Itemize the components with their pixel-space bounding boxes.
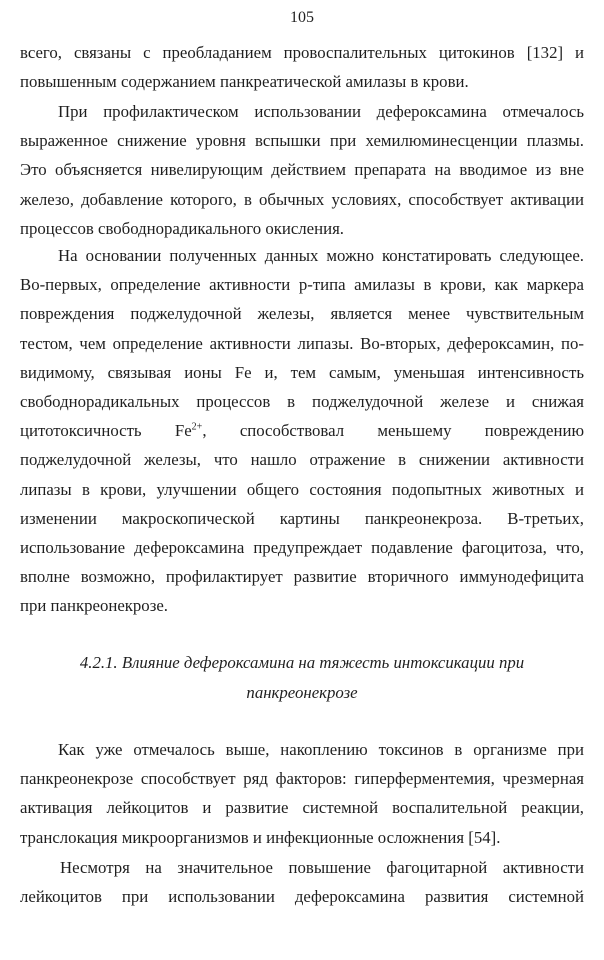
text-fragment: цитотоксичность Fe: [20, 421, 192, 441]
paragraph-conclusions: [20, 241, 584, 620]
text-line: Это объясняется нивелирующим действием препарата на вводимое из вне: [20, 160, 584, 180]
text-line: выраженное снижение уровня вспышки при хемилюминесценции плазмы.: [20, 131, 584, 151]
paragraph-continuation: [20, 38, 584, 96]
text-line: процессов свободнорадикального окисления.: [20, 218, 344, 238]
text-line: поджелудочной железы, что нашло отражение в снижении активности: [20, 450, 584, 470]
text-line: повышенным содержанием панкреатической амилазы в крови.: [20, 72, 469, 92]
text-line: видимому, связывая ионы Fe и, тем самым, уменьшая интенсивность: [20, 362, 584, 382]
text-line: При профилактическом использовании дефероксамина отмечалось: [58, 102, 584, 121]
text-line: транслокация микроорганизмов и инфекционные осложнения [54].: [20, 827, 501, 847]
text-line: На основании полученных данных можно констатировать следующее.: [58, 246, 584, 265]
text-line-with-superscript: [20, 416, 584, 445]
text-line: повреждения поджелудочной железы, является менее чувствительным: [20, 304, 584, 324]
text-line: тестом, чем определение активности липазы. Во-вторых, дефероксамин, по-: [20, 333, 584, 353]
section-heading-line: панкреонекрозе: [246, 683, 358, 702]
paragraph-phagocytic-activity: [20, 853, 584, 911]
section-heading-line: 4.2.1. Влияние дефероксамина на тяжесть интоксикации при: [79, 653, 525, 672]
text-line: вполне возможно, профилактирует развитие вторичного иммунодефицита: [20, 567, 584, 587]
text-line: лейкоцитов при использовании дефероксамина развития системной: [20, 887, 584, 907]
text-line: Во-первых, определение активности р-типа амилазы в крови, как маркера: [20, 275, 584, 295]
text-line: свободнорадикальных процессов в поджелудочной железе и снижая: [20, 391, 584, 411]
text-line: Как уже отмечалось выше, накоплению токсинов в организме при: [58, 740, 584, 759]
paragraph-deferoxamine-chemiluminescence: [20, 97, 584, 243]
superscript: 2+: [191, 421, 203, 433]
text-line: при панкреонекрозе.: [20, 596, 168, 616]
page-number: 105: [290, 9, 314, 26]
paragraph-toxin-factors: [20, 735, 584, 852]
text-line: изменении макроскопической картины панкреонекроза. В-третьих,: [20, 508, 584, 528]
text-fragment: , способствовал меньшему повреждению: [202, 421, 584, 441]
section-heading: [0, 648, 604, 708]
text-line: железо, добавление которого, в обычных условиях, способствует активации: [20, 189, 584, 209]
text-line: панкреонекрозе способствует ряд факторов: гиперферментемия, чрезмерная: [20, 769, 584, 789]
text-line: липазы в крови, улучшении общего состояния подопытных животных и: [20, 479, 584, 499]
text-line: использование дефероксамина предупреждает подавление фагоцитоза, что,: [20, 537, 584, 557]
text-line: Несмотря на значительное повышение фагоцитарной активности: [60, 858, 584, 877]
text-line: активация лейкоцитов и развитие системной воспалительной реакции,: [20, 798, 584, 818]
text-line: всего, связаны с преобладанием провоспалительных цитокинов [132] и: [20, 43, 584, 62]
